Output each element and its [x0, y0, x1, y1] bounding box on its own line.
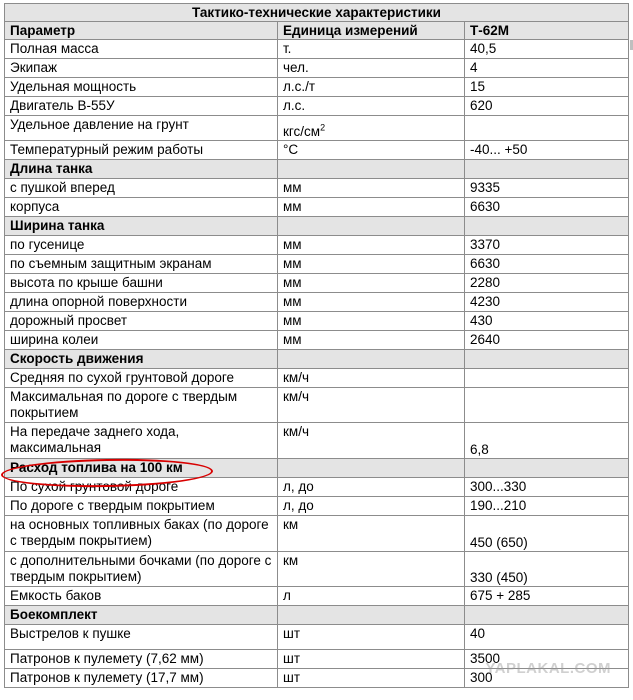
- param-cell: Патронов к пулемету (7,62 мм): [5, 650, 278, 669]
- section-row: [5, 350, 629, 369]
- table-row: [5, 552, 629, 587]
- param-cell: Средняя по сухой грунтовой дороге: [5, 369, 278, 388]
- value-cell: 9335: [465, 179, 629, 198]
- watermark: YAPLAKAL.COM: [485, 660, 611, 677]
- value-cell: 330 (450): [465, 552, 629, 587]
- unit-cell: км/ч: [278, 369, 465, 388]
- unit-cell: л.с./т: [278, 78, 465, 97]
- param-cell: Экипаж: [5, 59, 278, 78]
- param-cell: Двигатель В-55У: [5, 97, 278, 116]
- table-header-row: [5, 22, 629, 40]
- value-cell: 3500: [465, 650, 629, 669]
- value-cell: 4: [465, 59, 629, 78]
- column-header-value: Т-62М: [465, 22, 629, 40]
- param-cell: Выстрелов к пушке: [5, 625, 278, 650]
- table-row: [5, 369, 629, 388]
- unit-text: кгс/см: [283, 124, 321, 139]
- section-title: Расход топлива на 100 км: [5, 459, 278, 478]
- section-row: [5, 606, 629, 625]
- unit-cell: мм: [278, 236, 465, 255]
- unit-cell: [278, 116, 465, 141]
- value-cell: 430: [465, 312, 629, 331]
- table-row: [5, 236, 629, 255]
- table-row: [5, 255, 629, 274]
- table-row: [5, 331, 629, 350]
- value-cell: 300: [465, 669, 629, 688]
- unit-cell: шт: [278, 650, 465, 669]
- param-cell: Емкость баков: [5, 587, 278, 606]
- section-empty-cell: [465, 459, 629, 478]
- param-cell: дорожный просвет: [5, 312, 278, 331]
- value-cell: 2640: [465, 331, 629, 350]
- param-cell: Удельная мощность: [5, 78, 278, 97]
- unit-cell: т.: [278, 40, 465, 59]
- table-title: Тактико-технические характеристики: [5, 4, 629, 22]
- unit-cell: л, до: [278, 478, 465, 497]
- table-row: [5, 625, 629, 650]
- value-cell: 450 (650): [465, 516, 629, 552]
- section-empty-cell: [465, 160, 629, 179]
- unit-cell: мм: [278, 198, 465, 217]
- table-row: [5, 179, 629, 198]
- value-cell: 3370: [465, 236, 629, 255]
- param-cell: по съемным защитным экранам: [5, 255, 278, 274]
- unit-cell: мм: [278, 255, 465, 274]
- value-cell: 15: [465, 78, 629, 97]
- section-empty-cell: [465, 217, 629, 236]
- table-row: [5, 116, 629, 141]
- value-cell: 6630: [465, 198, 629, 217]
- section-title: Ширина танка: [5, 217, 278, 236]
- table-row: [5, 497, 629, 516]
- table-row: [5, 274, 629, 293]
- value-cell: 6630: [465, 255, 629, 274]
- param-cell: с пушкой вперед: [5, 179, 278, 198]
- unit-cell: мм: [278, 312, 465, 331]
- section-title: Длина танка: [5, 160, 278, 179]
- section-empty-cell: [465, 606, 629, 625]
- unit-cell: шт: [278, 625, 465, 650]
- section-title: Скорость движения: [5, 350, 278, 369]
- unit-cell: °С: [278, 141, 465, 160]
- param-cell: ширина колеи: [5, 331, 278, 350]
- section-empty-cell: [465, 350, 629, 369]
- section-empty-cell: [278, 160, 465, 179]
- param-cell: На передаче заднего хода, максимальная: [5, 423, 278, 459]
- section-row: [5, 217, 629, 236]
- param-cell: высота по крыше башни: [5, 274, 278, 293]
- table-row: [5, 587, 629, 606]
- section-row: [5, 160, 629, 179]
- unit-cell: л: [278, 587, 465, 606]
- unit-cell: л.с.: [278, 97, 465, 116]
- table-row: [5, 97, 629, 116]
- value-cell: 300...330: [465, 478, 629, 497]
- table-row: [5, 312, 629, 331]
- value-cell: -40... +50: [465, 141, 629, 160]
- unit-cell: км/ч: [278, 388, 465, 423]
- table-row: [5, 78, 629, 97]
- param-cell: на основных топливных баках (по дороге с твердым покрытием): [5, 516, 278, 552]
- table-row: [5, 423, 629, 459]
- unit-cell: км: [278, 552, 465, 587]
- unit-cell: л, до: [278, 497, 465, 516]
- param-cell: длина опорной поверхности: [5, 293, 278, 312]
- unit-cell: мм: [278, 331, 465, 350]
- column-header-unit: Единица измерений: [278, 22, 465, 40]
- value-cell: 190...210: [465, 497, 629, 516]
- param-cell: Полная масса: [5, 40, 278, 59]
- table-row: [5, 59, 629, 78]
- param-cell: По дороге с твердым покрытием: [5, 497, 278, 516]
- param-cell: корпуса: [5, 198, 278, 217]
- value-cell: 6,8: [465, 423, 629, 459]
- value-cell: 4230: [465, 293, 629, 312]
- section-row: [5, 459, 629, 478]
- value-cell: 675 + 285: [465, 587, 629, 606]
- unit-cell: шт: [278, 669, 465, 688]
- table-row: [5, 40, 629, 59]
- unit-cell: мм: [278, 274, 465, 293]
- value-cell: [465, 388, 629, 423]
- table-title-row: [5, 4, 629, 22]
- value-cell: 40,5: [465, 40, 629, 59]
- value-cell: [465, 116, 629, 141]
- table-row: [5, 478, 629, 497]
- section-empty-cell: [278, 459, 465, 478]
- value-cell: 40: [465, 625, 629, 650]
- section-empty-cell: [278, 350, 465, 369]
- value-cell: [465, 369, 629, 388]
- param-cell: Патронов к пулемету (17,7 мм): [5, 669, 278, 688]
- column-header-param: Параметр: [5, 22, 278, 40]
- unit-superscript: 2: [320, 122, 326, 133]
- specs-table: [4, 3, 629, 688]
- table-row: [5, 388, 629, 423]
- value-cell: 2280: [465, 274, 629, 293]
- unit-cell: км: [278, 516, 465, 552]
- unit-cell: мм: [278, 293, 465, 312]
- section-empty-cell: [278, 606, 465, 625]
- table-row: [5, 293, 629, 312]
- unit-cell: мм: [278, 179, 465, 198]
- param-cell: с дополнительными бочками (по дороге с твердым покрытием): [5, 552, 278, 587]
- param-cell: Температурный режим работы: [5, 141, 278, 160]
- unit-cell: чел.: [278, 59, 465, 78]
- table-row: [5, 516, 629, 552]
- param-cell: По сухой грунтовой дороге: [5, 478, 278, 497]
- unit-cell: км/ч: [278, 423, 465, 459]
- param-cell: Максимальная по дороге с твердым покрытием: [5, 388, 278, 423]
- table-row: [5, 141, 629, 160]
- param-cell: по гусенице: [5, 236, 278, 255]
- param-cell: Удельное давление на грунт: [5, 116, 278, 141]
- section-empty-cell: [278, 217, 465, 236]
- table-row: [5, 198, 629, 217]
- section-title: Боекомплект: [5, 606, 278, 625]
- value-cell: 620: [465, 97, 629, 116]
